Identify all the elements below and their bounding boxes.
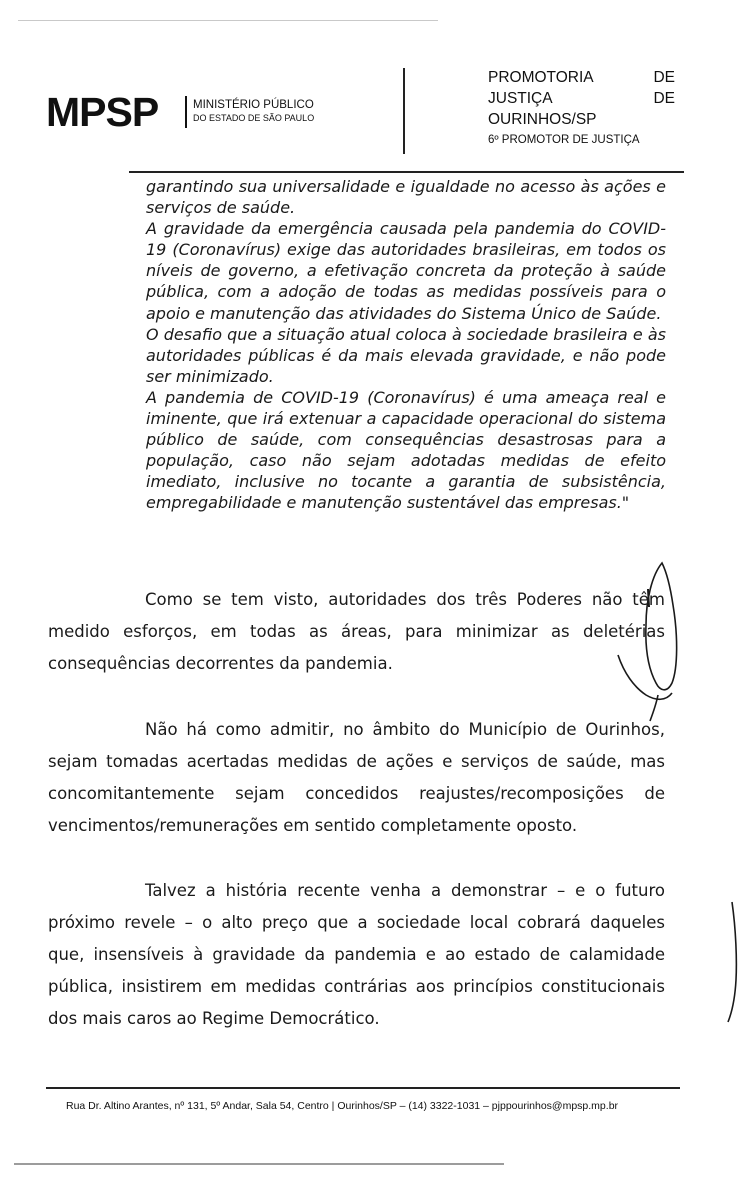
body-line: Talvez a história recente venha a demonstrar – e o futuro [145,881,665,900]
handwritten-signature [612,555,684,725]
body-line: Como se tem visto, autoridades dos três Poderes não têm [145,590,665,609]
logo-line-2: DO ESTADO DE SÃO PAULO [193,113,315,123]
body-line: que, insensíveis à gravidade da pandemia e ao estado de calamidade [48,945,665,964]
body-paragraph-3 [48,875,665,1035]
margin-pen-stroke [712,900,741,1025]
promotoria-block [488,67,675,149]
footer-rule [46,1087,680,1089]
quote-paragraph: A pandemia de COVID-19 (Coronavírus) é uma ameaça real e iminente, que irá extenuar a capacidade operacional do sistema público de saúde, com consequências desastrosas para a população, caso não sejam adotadas medidas de efeito imediato, inclusive no tocante a garantia de subsistência, empregabilidade e manutenção sustentável das empresas." [146,387,666,513]
scan-edge-bottom [14,1163,504,1165]
body-line: vencimentos/remunerações em sentido completamente oposto. [48,816,578,835]
body-line: consequências decorrentes da pandemia. [48,654,393,673]
quote-paragraph: garantindo sua universalidade e igualdade no acesso às ações e serviços de saúde. [146,177,666,218]
quoted-text [146,176,666,514]
promotoria-word: JUSTIÇA [488,90,553,107]
body-paragraph-2 [48,714,665,842]
body-line: próximo revele – o alto preço que a sociedade local cobrará daqueles [48,913,665,932]
body-line: concomitantemente sejam concedidos reajustes/recomposições de [48,784,665,803]
promotoria-word: DE [653,69,675,86]
logo-divider [185,96,187,128]
promotoria-row [488,109,675,130]
promotoria-word: DE [653,90,675,107]
body-line: dos mais caros ao Regime Democrático. [48,1009,380,1028]
body-line: medido esforços, em todas as áreas, para minimizar as deletérias [48,622,665,641]
promotoria-word: OURINHOS/SP [488,111,597,128]
promotoria-word: PROMOTORIA [488,69,594,86]
logo-line-1: MINISTÉRIO PÚBLICO [193,99,314,111]
header-rule [129,171,684,173]
quote-paragraph: O desafio que a situação atual coloca à sociedade brasileira e às autoridades públicas é da mais elevada gravidade, e não pode ser minimizado. [146,324,666,386]
body-line: Não há como admitir, no âmbito do Município de Ourinhos, [145,720,665,739]
promotoria-row [488,88,675,109]
quote-paragraph: A gravidade da emergência causada pela pandemia do COVID-19 (Coronavírus) exige das autoridades brasileiras, em todos os níveis de governo, a efetivação concreta da proteção à saúde pública, com a adoção de todas as medidas possíveis para o apoio e manutenção das atividades do Sistema Único de Saúde. [146,219,666,323]
promotor-title: 6º PROMOTOR DE JUSTIÇA [488,134,640,146]
body-line: sejam tomadas acertadas medidas de ações e serviços de saúde, mas [48,752,665,771]
body-paragraph-1 [48,584,665,680]
header-vertical-divider [403,68,405,154]
scan-edge-top [18,20,438,21]
logo-mark: MPSP [46,89,159,135]
promotoria-row [488,67,675,88]
body-line: pública, insistirem em medidas contrárias aos princípios constitucionais [48,977,665,996]
footer-address: Rua Dr. Altino Arantes, nº 131, 5º Andar, Sala 54, Centro | Ourinhos/SP – (14) 3322-1031 – pjppourinhos@mpsp.mp.br [66,1100,619,1112]
